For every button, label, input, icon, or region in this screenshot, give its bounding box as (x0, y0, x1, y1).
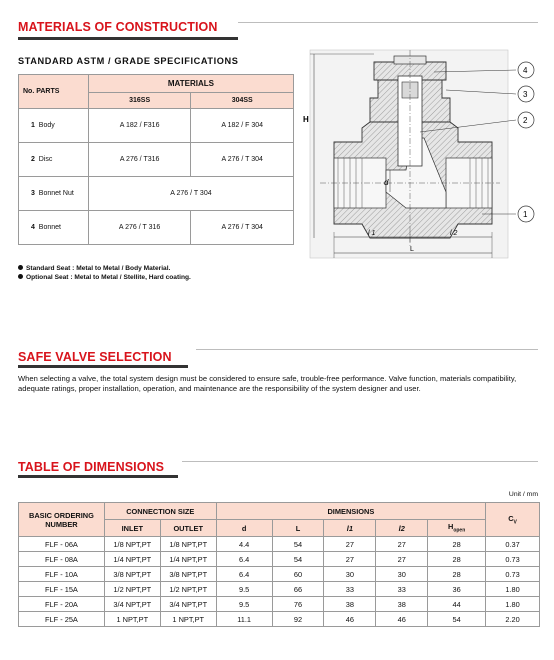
col-304ss: 304SS (191, 93, 294, 109)
callout-4: 4 (523, 66, 528, 75)
row-no: 1 (31, 122, 35, 129)
cell-h: 54 (428, 612, 486, 627)
cell-l: 54 (272, 552, 324, 567)
bullet-icon (18, 274, 23, 279)
callout-1: 1 (523, 210, 528, 219)
col-h-open: $H_{open}$ (428, 520, 486, 537)
materials-table (18, 74, 294, 245)
label-l2: l 2 (450, 230, 458, 237)
cell-num: FLF - 06A (19, 537, 105, 552)
cell-l2: 38 (376, 597, 428, 612)
table-row (19, 211, 294, 245)
cell-merged: A 276 / T 304 (88, 177, 293, 211)
row-no: 2 (31, 156, 35, 163)
table-row (19, 597, 540, 612)
dim-rule (182, 461, 538, 462)
cell-inlet: 1 NPT,PT (104, 612, 160, 627)
note-standard: Standard Seat : Metal to Metal / Body Material. (18, 264, 191, 273)
cell-l1: 27 (324, 552, 376, 567)
label-l: L (410, 246, 414, 253)
table-row (19, 537, 540, 552)
cell-outlet: 1/4 NPT,PT (160, 552, 216, 567)
safe-paragraph: When selecting a valve, the total system design must be considered to ensure safe, trouble-free performance. Valve function, materials compatibility, adequate ratings, proper installation, operation, and maintenance are the responsibility of the system designer and user. (18, 374, 517, 393)
cell-316: A 276 / T316 (88, 143, 191, 177)
cell-d: 6.4 (216, 567, 272, 582)
col-dimensions: DIMENSIONS (216, 503, 485, 520)
safe-rule (196, 349, 538, 350)
cell-outlet: 1 NPT,PT (160, 612, 216, 627)
cell-num: FLF - 08A (19, 552, 105, 567)
cell-cv: 0.37 (486, 537, 540, 552)
cell-316: A 276 / T 316 (88, 211, 191, 245)
cell-l: 76 (272, 597, 324, 612)
title-rule (238, 22, 538, 23)
cell-l2: 27 (376, 552, 428, 567)
cell-inlet: 1/4 NPT,PT (104, 552, 160, 567)
cell-cv: 0.73 (486, 567, 540, 582)
cell-d: 11.1 (216, 612, 272, 627)
table-row (19, 612, 540, 627)
cell-outlet: 1/2 NPT,PT (160, 582, 216, 597)
col-no-parts: No. PARTS (19, 75, 89, 109)
cell-outlet: 1/8 NPT,PT (160, 537, 216, 552)
cell-num: FLF - 25A (19, 612, 105, 627)
table-row (19, 567, 540, 582)
callout-2: 2 (523, 116, 528, 125)
col-inlet: INLET (104, 520, 160, 537)
col-materials: MATERIALS (88, 75, 293, 93)
row-part: Bonnet Nut (38, 190, 74, 197)
cell-inlet: 3/4 NPT,PT (104, 597, 160, 612)
table-row (19, 552, 540, 567)
cell-inlet: 1/8 NPT,PT (104, 537, 160, 552)
row-part: Disc (38, 156, 53, 163)
cell-l: 92 (272, 612, 324, 627)
cell-inlet: 1/2 NPT,PT (104, 582, 160, 597)
cell-h: 44 (428, 597, 486, 612)
title-underline (18, 37, 238, 40)
callout-3: 3 (523, 90, 528, 99)
cell-cv: 1.80 (486, 597, 540, 612)
cell-num: FLF - 20A (19, 597, 105, 612)
dim-underline (18, 475, 178, 478)
dimensions-title: TABLE OF DIMENSIONS (18, 460, 165, 474)
cell-cv: 2.20 (486, 612, 540, 627)
col-cv: $C_V$ (486, 503, 540, 537)
cell-outlet: 3/8 NPT,PT (160, 567, 216, 582)
cell-d: 9.5 (216, 597, 272, 612)
cell-l1: 33 (324, 582, 376, 597)
cell-304: A 276 / T 304 (191, 211, 294, 245)
cell-304: A 182 / F 304 (191, 109, 294, 143)
safe-underline (18, 365, 188, 368)
cell-l1: 27 (324, 537, 376, 552)
cell-outlet: 3/4 NPT,PT (160, 597, 216, 612)
dimensions-table (18, 502, 540, 627)
cell-h: 28 (428, 537, 486, 552)
cell-num: FLF - 10A (19, 567, 105, 582)
cell-l2: 27 (376, 537, 428, 552)
bullet-icon (18, 265, 23, 270)
cell-d: 6.4 (216, 552, 272, 567)
valve-section-drawing (300, 42, 550, 268)
cell-h: 28 (428, 552, 486, 567)
table-row (19, 109, 294, 143)
col-basic-ordering: BASIC ORDERING NUMBER (19, 503, 105, 537)
row-part: Bonnet (38, 224, 61, 231)
cell-l2: 30 (376, 567, 428, 582)
cell-h: 28 (428, 567, 486, 582)
row-part: Body (38, 122, 55, 129)
label-h: H (303, 115, 309, 124)
label-d: d (384, 178, 389, 187)
cell-num: FLF - 15A (19, 582, 105, 597)
cell-316: A 182 / F316 (88, 109, 191, 143)
cell-l: 60 (272, 567, 324, 582)
note-optional: Optional Seat : Metal to Metal / Stellite, Hard coating. (18, 273, 191, 282)
table-row (19, 177, 294, 211)
col-l: L (272, 520, 324, 537)
cell-l2: 33 (376, 582, 428, 597)
table-row (19, 582, 540, 597)
col-outlet: OUTLET (160, 520, 216, 537)
cell-l2: 46 (376, 612, 428, 627)
seat-notes (18, 264, 191, 282)
col-l2: l2 (376, 520, 428, 537)
cell-d: 9.5 (216, 582, 272, 597)
cell-304: A 276 / T 304 (191, 143, 294, 177)
cell-l1: 30 (324, 567, 376, 582)
cell-l1: 38 (324, 597, 376, 612)
table-row (19, 143, 294, 177)
col-l1: l1 (324, 520, 376, 537)
materials-title: MATERIALS OF CONSTRUCTION (18, 20, 218, 34)
cell-h: 36 (428, 582, 486, 597)
row-no: 4 (31, 224, 35, 231)
dimensions-body (19, 537, 540, 627)
cell-l: 66 (272, 582, 324, 597)
col-connection: CONNECTION SIZE (104, 503, 216, 520)
cell-inlet: 3/8 NPT,PT (104, 567, 160, 582)
row-no: 3 (31, 190, 35, 197)
cell-l: 54 (272, 537, 324, 552)
unit-label: Unit / mm (508, 491, 538, 498)
safe-title: SAFE VALVE SELECTION (18, 350, 172, 364)
label-l1: l 1 (368, 230, 376, 237)
cell-d: 4.4 (216, 537, 272, 552)
cell-l1: 46 (324, 612, 376, 627)
col-d: d (216, 520, 272, 537)
spec-subtitle: STANDARD ASTM / GRADE SPECIFICATIONS (18, 56, 239, 66)
col-316ss: 316SS (88, 93, 191, 109)
cell-cv: 0.73 (486, 552, 540, 567)
cell-cv: 1.80 (486, 582, 540, 597)
